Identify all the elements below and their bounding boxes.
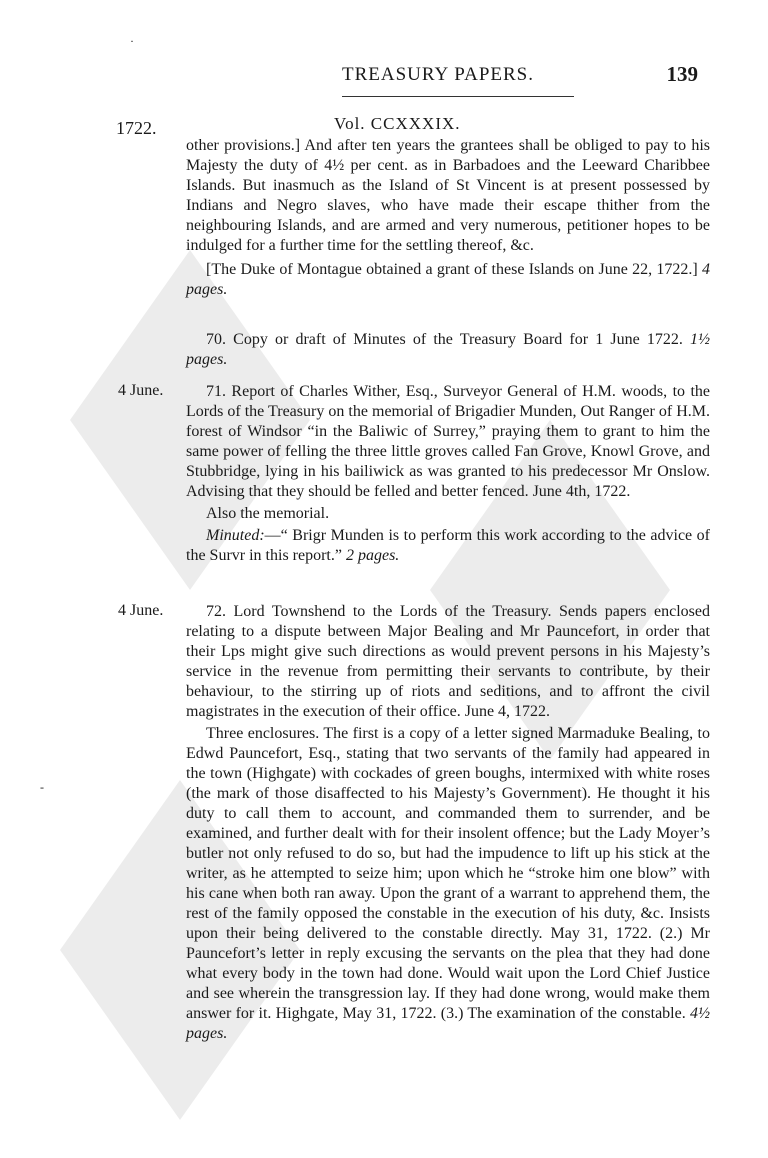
entry-72 [186, 602, 710, 1044]
paragraph: Three enclosures. The first is a copy of a letter signed Marmaduke Bealing, to Edwd Pauncefort, Esq., stating that two servants of the family had appeared in the town (Highgate) with cockades of green boughs, intermixed with white roses (the mark of those disaffected to his Majesty’s Government). He thought it his duty to call them to account, and commanded them to surrender, and be examined, and further dealt with for their insolent offence; but the Lady Moyer’s butler not only refused to do so, but had the impudence to lift up his stick at the writer, as he attempted to seize him; upon which he “stroke him one blow” with his cane when both ran away. Upon the grant of a warrant to apprehend them, the rest of the family opposed the constable in the execution of his duty, &c. Insists upon their being delivered to the constable directly. May 31, 1722. (2.) Mr Pauncefort’s letter in reply excusing the servants on the plea that they had done what every body in the town had done. Would wait upon the Lord Chief Justice and see wherein the transgression lay. If they had done wrong, would make them answer for it. Highgate, May 31, 1722. (3.) The examination of the constable. 4½ pages. [186, 725, 711, 1042]
entry-71 [186, 382, 710, 566]
paragraph: 71. Report of Charles Wither, Esq., Surveyor General of H.M. woods, to the Lords of the Treasury on the memorial of Brigadier Munden, Out Ranger of H.M. forest of Windsor “in the Baliwic of Surrey,” praying them to grant to him the same power of felling the three little groves called Fan Grove, Knowl Grove, and Stubbridge, lying in his bailiwick as was granted to his predecessor Mr Onslow. Advising that they should be felled and better fenced. June 4th, 1722. [186, 383, 710, 500]
paragraph: Minuted:—“ Brigr Munden is to perform this work according to the advice of the Survr in this report.” 2 pages. [186, 527, 710, 564]
paragraph: Also the memorial. [206, 505, 330, 522]
entry-70 [186, 330, 710, 370]
header-rule [342, 96, 574, 97]
running-title: TREASURY PAPERS. [342, 64, 534, 85]
margin-mark-top: · [130, 34, 134, 48]
paragraph: 70. Copy or draft of Minutes of the Treasury Board for 1 June 1722. 1½ pages. [186, 331, 711, 368]
margin-mark-left: - [40, 780, 44, 794]
paragraph: 72. Lord Townshend to the Lords of the Treasury. Sends papers enclosed relating to a dispute between Major Bealing and Mr Pauncefort, in order that their Lps might give such directions as would prevent persons in his Majesty’s service in the revenue from permitting their servants to contribute, by their behaviour, to the stirring up of riots and seditions, and to affront the civil magistrates in the execution of their office. June 4, 1722. [186, 603, 710, 720]
page-header [0, 64, 768, 104]
date-entry-72: 4 June. [118, 602, 164, 619]
page-number: 139 [666, 62, 698, 86]
paragraph: other provisions.] And after ten years the grantees shall be obliged to pay to his Majesty the duty of 4½ per cent. as in Barbadoes and the Leeward Charibbee Islands. But inasmuch as the Island of St Vincent is at present possessed by Indians and Negro slaves, who have made their escape thither from the neighbouring Islands, and are armed and very numerous, petitioner hopes to be indulged for a further time for the settling thereof, &c. [186, 137, 710, 254]
entry-continuation [186, 136, 710, 300]
date-entry-71: 4 June. [118, 382, 164, 399]
volume-heading: Vol. CCXXXIX. [334, 114, 461, 133]
paragraph: [The Duke of Montague obtained a grant of these Islands on June 22, 1722.] 4 pages. [186, 261, 710, 298]
margin-year: 1722. [116, 118, 157, 138]
